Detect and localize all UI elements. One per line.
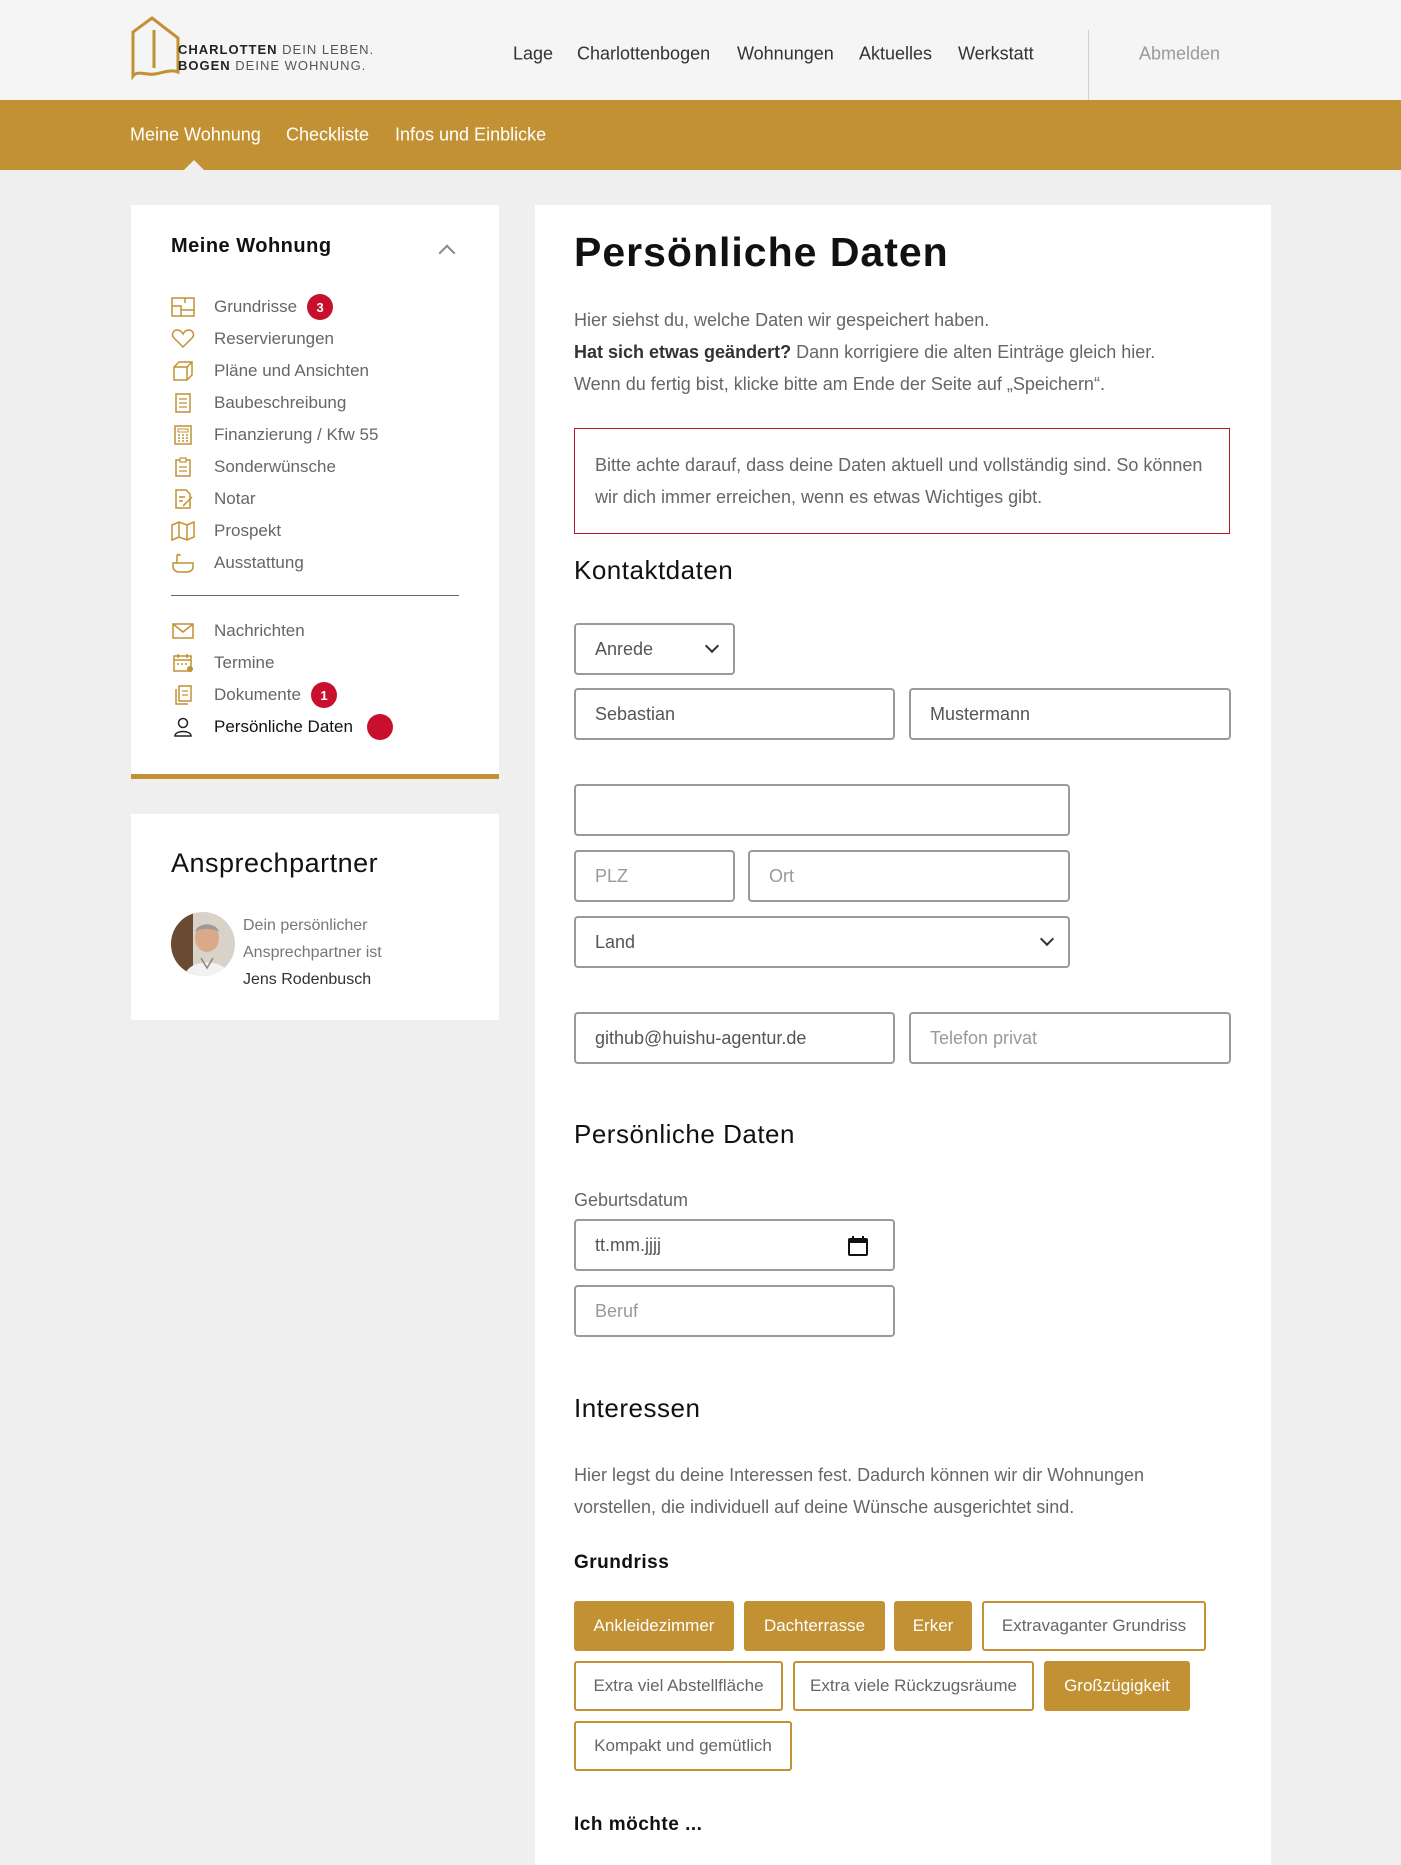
cube-icon xyxy=(171,360,195,382)
clipboard-icon xyxy=(171,456,195,478)
sidebar-item-nachrichten[interactable] xyxy=(171,619,305,643)
user-icon xyxy=(171,716,195,738)
phone-input[interactable]: Telefon privat xyxy=(909,1012,1231,1064)
contact-name: Jens Rodenbusch xyxy=(243,971,372,988)
brand-logo[interactable] xyxy=(130,16,390,86)
intro-line3: Wenn du fertig bist, klicke bitte am Ende der Seite auf „Speichern“. xyxy=(574,374,1105,394)
envelope-icon xyxy=(171,620,195,642)
nav-aktuelles[interactable]: Aktuelles xyxy=(859,43,933,64)
page-title: Persönliche Daten xyxy=(574,229,949,275)
subnav-meine-wohnung[interactable]: Meine Wohnung xyxy=(130,124,261,145)
country-select[interactable]: Land xyxy=(574,916,1070,968)
sidebar-item-termine[interactable] xyxy=(171,651,274,675)
logout-link[interactable]: Abmelden xyxy=(1139,43,1221,64)
sidebar-item-label: Grundrisse xyxy=(214,297,298,316)
chip-grosszuegigkeit[interactable]: Großzügigkeit xyxy=(1044,1661,1190,1711)
sidebar xyxy=(131,205,499,779)
intro-text xyxy=(574,304,1234,400)
nav-lage[interactable]: Lage xyxy=(513,43,554,64)
chip-kompakt[interactable]: Kompakt und gemütlich xyxy=(574,1721,792,1771)
sidebar-item-label: Reservierungen xyxy=(214,329,335,348)
chip-dachterrasse[interactable]: Dachterrasse xyxy=(744,1601,885,1651)
email-input[interactable]: github@huishu-agentur.de xyxy=(574,1012,895,1064)
sidebar-item-label: Finanzierung / Kfw 55 xyxy=(214,425,379,444)
calendar-icon xyxy=(171,652,195,674)
first-name-input[interactable]: Sebastian xyxy=(574,688,895,740)
chevron-down-icon xyxy=(705,639,719,653)
birthdate-label: Geburtsdatum xyxy=(574,1190,689,1210)
header-divider xyxy=(1088,30,1089,100)
main-content xyxy=(535,205,1271,1865)
contact-data-heading: Kontaktdaten xyxy=(574,555,734,585)
subnav-infos[interactable]: Infos und Einblicke xyxy=(395,124,547,145)
floorplan-icon xyxy=(171,296,195,318)
sidebar-item-label: Sonderwünsche xyxy=(214,457,336,476)
nav-werkstatt[interactable]: Werkstatt xyxy=(958,43,1034,64)
salutation-select[interactable]: Anrede xyxy=(574,623,735,675)
contact-title: Ansprechpartner xyxy=(171,848,379,878)
sidebar-item-grundrisse[interactable] xyxy=(171,295,333,319)
interests-text: Hier legst du deine Interessen fest. Dadurch können wir dir Wohnungen vorstellen, die individuell auf deine Wünsche ausgerichtet sind. xyxy=(574,1465,1144,1517)
calculator-icon xyxy=(171,424,195,446)
subnav-checkliste[interactable]: Checkliste xyxy=(286,124,370,145)
sub-navigation xyxy=(0,100,1401,170)
sidebar-item-persoenliche-daten[interactable] xyxy=(171,715,393,739)
intro-line2: Dann korrigiere die alten Einträge gleich hier. xyxy=(791,342,1156,362)
count-badge: 1 xyxy=(311,682,337,708)
bathtub-icon xyxy=(171,552,195,574)
documents-icon xyxy=(171,684,195,706)
sidebar-item-notar[interactable] xyxy=(171,487,256,511)
notice-box: Bitte achte darauf, dass deine Daten aktuell und vollständig sind. So können wir dich immer erreichen, wenn es etwas Wichtiges gibt. xyxy=(574,428,1230,534)
sidebar-item-label: Pläne und Ansichten xyxy=(214,361,370,380)
nav-wohnungen[interactable]: Wohnungen xyxy=(737,43,834,64)
status-dot xyxy=(367,714,393,740)
sidebar-divider xyxy=(171,595,459,596)
interests-heading: Interessen xyxy=(574,1393,701,1423)
sidebar-item-label: Dokumente xyxy=(214,685,301,704)
street-input[interactable] xyxy=(574,784,1070,836)
sidebar-item-dokumente[interactable] xyxy=(171,683,337,707)
job-input[interactable]: Beruf xyxy=(574,1285,895,1337)
sidebar-item-label: Termine xyxy=(214,653,275,672)
sidebar-item-label: Nachrichten xyxy=(214,621,305,640)
map-icon xyxy=(171,520,195,542)
chevron-down-icon xyxy=(1040,932,1054,946)
sidebar-item-label: Notar xyxy=(214,489,256,508)
collapse-chevron-icon[interactable] xyxy=(439,245,456,262)
sidebar-item-label: Ausstattung xyxy=(214,553,304,572)
floorplan-heading: Grundriss xyxy=(574,1552,670,1573)
sidebar-item-sonderwuensche[interactable] xyxy=(171,455,336,479)
nav-charlottenbogen[interactable]: Charlottenbogen xyxy=(577,43,711,64)
sidebar-item-label: Prospekt xyxy=(214,521,282,540)
sidebar-item-finanzierung[interactable] xyxy=(171,423,378,447)
want-heading: Ich möchte ... xyxy=(574,1814,703,1835)
chip-rueckzugsraeume[interactable]: Extra viele Rückzugsräume xyxy=(793,1661,1034,1711)
brand-line2-bold: BOGEN xyxy=(178,58,231,73)
chip-abstellflaeche[interactable]: Extra viel Abstellfläche xyxy=(574,1661,783,1711)
birthdate-input[interactable]: tt.mm.jjjj xyxy=(574,1219,895,1271)
document-icon xyxy=(171,392,195,414)
city-input[interactable]: Ort xyxy=(748,850,1070,902)
zip-input[interactable]: PLZ xyxy=(574,850,735,902)
intro-line1: Hier siehst du, welche Daten wir gespeichert haben. xyxy=(574,310,990,330)
contact-card xyxy=(131,814,499,1020)
chip-erker[interactable]: Erker xyxy=(894,1601,972,1651)
chip-extravaganter-grundriss[interactable]: Extravaganter Grundriss xyxy=(982,1601,1206,1651)
sidebar-item-label: Persönliche Daten xyxy=(214,717,353,736)
heart-icon xyxy=(171,328,195,350)
avatar xyxy=(171,912,235,976)
last-name-input[interactable]: Mustermann xyxy=(909,688,1231,740)
contact-line2: Ansprechpartner ist xyxy=(243,944,382,961)
personal-data-heading: Persönliche Daten xyxy=(574,1119,795,1149)
site-header xyxy=(0,0,1401,100)
chip-ankleidezimmer[interactable]: Ankleidezimmer xyxy=(574,1601,734,1651)
active-subnav-caret xyxy=(184,160,204,170)
sidebar-item-prospekt[interactable] xyxy=(171,519,281,543)
sidebar-item-label: Baubeschreibung xyxy=(214,393,347,412)
sidebar-item-baubeschreibung[interactable] xyxy=(171,391,346,415)
sidebar-title: Meine Wohnung xyxy=(171,235,332,257)
sidebar-item-ausstattung[interactable] xyxy=(171,551,304,575)
brand-line2: DEINE WOHNUNG. xyxy=(235,58,367,73)
sidebar-item-plaene[interactable] xyxy=(171,359,369,383)
sign-icon xyxy=(171,488,195,510)
contact-line1: Dein persönlicher xyxy=(243,917,368,934)
intro-line2-bold: Hat sich etwas geändert? xyxy=(574,342,792,362)
brand-line1: DEIN LEBEN. xyxy=(282,42,375,57)
calendar-picker-icon[interactable] xyxy=(847,1235,869,1262)
brand-line1-bold: CHARLOTTEN xyxy=(178,42,278,57)
sidebar-item-reservierungen[interactable] xyxy=(171,327,334,351)
count-badge: 3 xyxy=(307,294,333,320)
